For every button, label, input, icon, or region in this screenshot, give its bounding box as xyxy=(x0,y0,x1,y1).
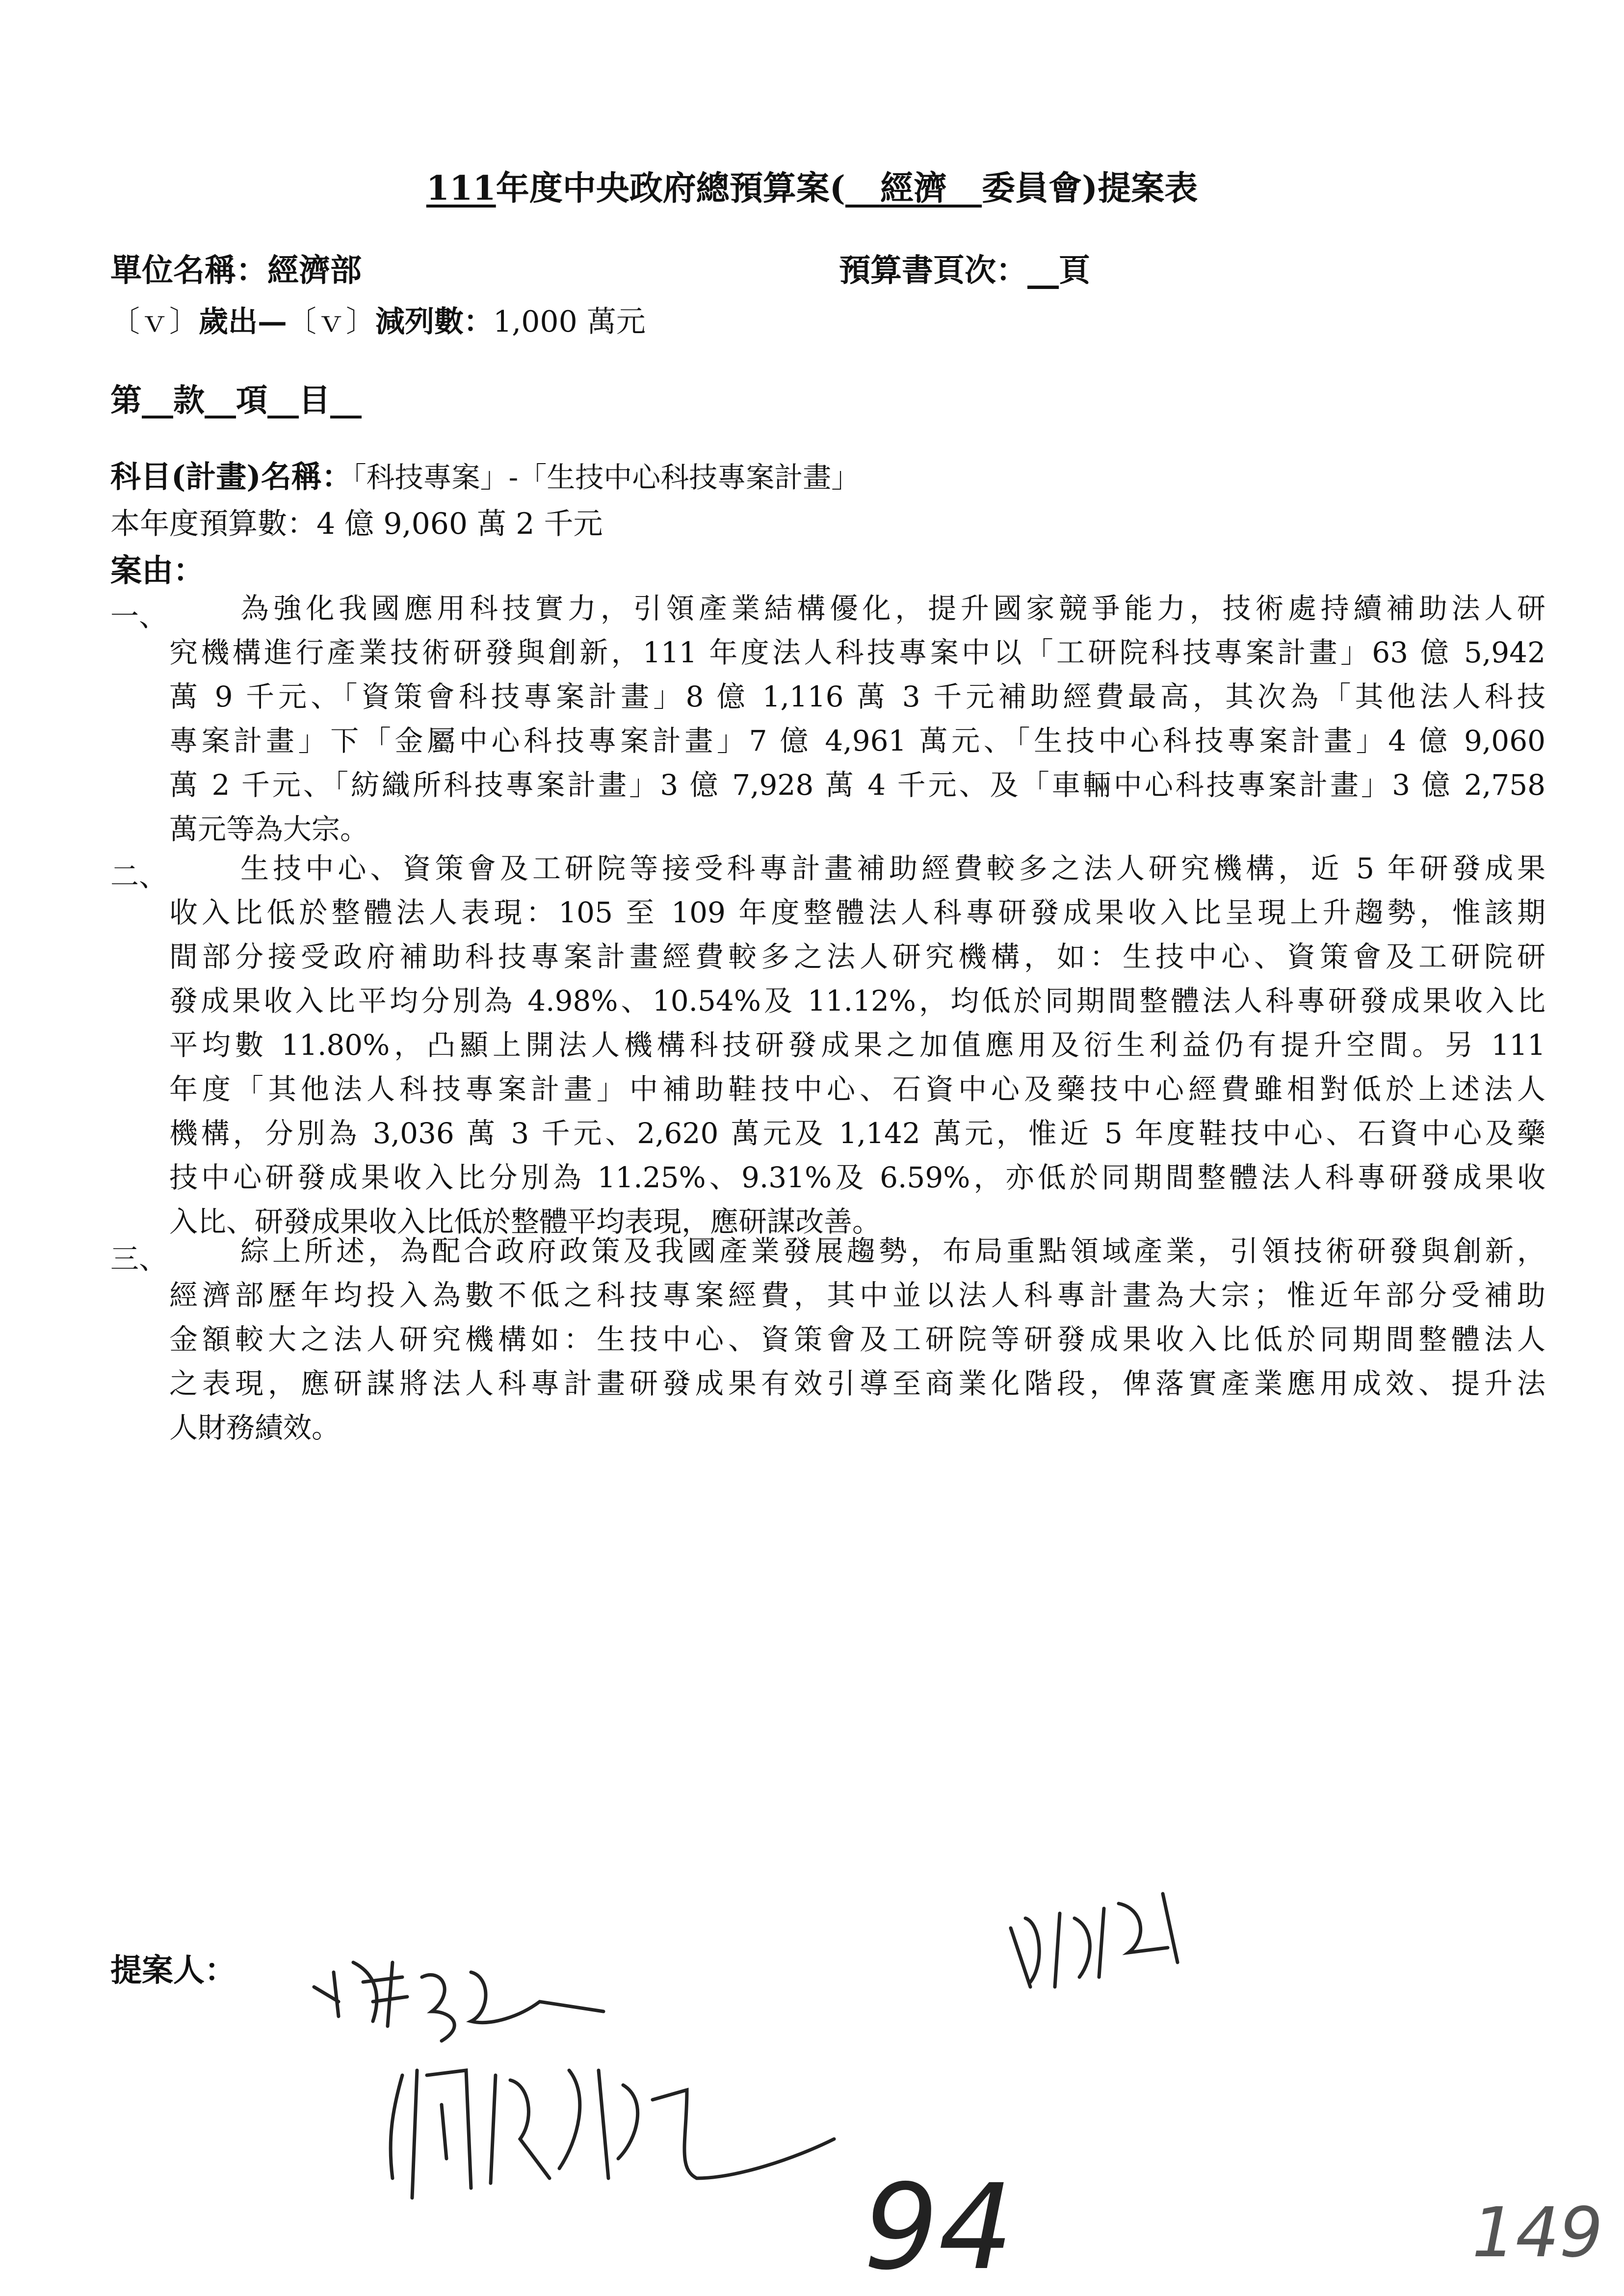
budget-page-ref xyxy=(839,245,1090,290)
title-post: 委員會)提案表 xyxy=(982,169,1198,208)
paragraph-line: 經濟部歷年均投入為數不低之科技專案經費，其中並以法人科專計畫為大宗；惟近年部分受補助 xyxy=(169,1278,1545,1312)
unit-value: 經濟部 xyxy=(267,252,362,289)
paragraph-number: 一、 xyxy=(110,600,168,633)
reason-label: 案由： xyxy=(110,552,205,589)
paragraph-line: 萬 2 千元、「紡織所科技專案計畫」3 億 7,928 萬 4 千元、及「車輛中心科技專案計畫」3 億 2,758 xyxy=(169,768,1545,802)
budget-amount-line xyxy=(110,500,602,543)
paragraph-line: 平均數 11.80%，凸顯上開法人機構科技研發成果之加值應用及衍生利益仍有提升空間。另 111 xyxy=(169,1028,1545,1062)
reduction-checkbox: 〔ｖ〕 xyxy=(287,305,375,339)
paragraph-line: 入比、研發成果收入比低於整體平均表現，應研謀改善。 xyxy=(169,1205,881,1238)
paragraph-line: 技中心研發成果收入比分別為 11.25%、9.31%及 6.59%，亦低於同期間整體法人科專研發成果收 xyxy=(169,1161,1545,1194)
proposer-label: 提案人： xyxy=(110,1952,236,1989)
title-pre: 年度中央政府總預算案( xyxy=(496,169,845,208)
signature-1 xyxy=(314,1962,603,2041)
paragraph-number: 二、 xyxy=(110,860,168,893)
paragraph-line: 間部分接受政府補助科技專案計畫經費較多之法人研究機構，如：生技中心、資策會及工研院研 xyxy=(169,940,1545,973)
handwritten-page-number: 94 xyxy=(864,2159,1014,2296)
budget-page-blank: __ xyxy=(1027,252,1059,289)
signature-3 xyxy=(1011,1894,1178,1987)
budget-amount-label: 本年度預算數： xyxy=(110,507,316,541)
expenditure-checkbox: 〔ｖ〕 xyxy=(110,305,199,339)
paragraph-line: 年度「其他法人科技專案計畫」中補助鞋技中心、石資中心及藥技中心經費雖相對低於上述法人 xyxy=(169,1072,1545,1106)
paragraph-line: 金額較大之法人研究機構如：生技中心、資策會及工研院等研發成果收入比低於同期間整體法人 xyxy=(169,1323,1545,1356)
subject-line xyxy=(110,452,860,496)
committee-name: 經濟 xyxy=(880,169,947,208)
paragraph-line: 萬元等為大宗。 xyxy=(169,812,369,846)
paragraph-line: 究機構進行產業技術研發與創新，111 年度法人科技專案中以「工研院科技專案計畫」63 億 5,942 xyxy=(169,636,1545,669)
subject-value: 「科技專案」-「生技中心科技專案計畫」 xyxy=(352,461,860,494)
paragraph-line: 收入比低於整體法人表現：105 至 109 年度整體法人科專研發成果收入比呈現上升趨勢，惟該期 xyxy=(169,896,1545,929)
paragraph-line: 發成果收入比平均分別為 4.98%、10.54%及 11.12%，均低於同期間整體法人科專研發成果收入比 xyxy=(169,984,1545,1018)
budget-page-suffix: 頁 xyxy=(1059,252,1090,289)
unit-name xyxy=(110,245,362,290)
paragraph-line: 人財務績效。 xyxy=(169,1411,341,1444)
paragraph-line: 綜上所述，為配合政府政策及我國產業發展趨勢，布局重點領域產業，引領技術研發與創新， xyxy=(240,1234,1545,1268)
paragraph-line: 萬 9 千元、「資策會科技專案計畫」8 億 1,116 萬 3 千元補助經費最高，其次為「其他法人科技 xyxy=(169,680,1545,713)
budget-page-label: 預算書頁次： xyxy=(839,252,1027,289)
paragraph-line: 專案計畫」下「金屬中心科技專案計畫」7 億 4,961 萬元、「生技中心科技專案計畫」4 億 9,060 xyxy=(169,724,1545,757)
handwritten-sheet-number: 149 xyxy=(1472,2193,1603,2273)
reduction-label: 減列數： xyxy=(375,305,493,339)
reduction-amount: 1,000 萬元 xyxy=(493,305,646,339)
budget-amount-value: 4 億 9,060 萬 2 千元 xyxy=(316,507,603,541)
form-title xyxy=(0,162,1624,209)
paragraph-line: 之表現，應研謀將法人科專計畫研發成果有效引導至商業化階段，俾落實產業應用成效、提升法 xyxy=(169,1367,1545,1400)
expenditure-label: 歲出— xyxy=(199,305,287,339)
title-committee xyxy=(845,169,982,208)
title-year: 111 xyxy=(426,169,496,208)
cut-line xyxy=(110,298,646,340)
paragraph-number: 三、 xyxy=(110,1242,168,1276)
paragraph-line: 機構，分別為 3,036 萬 3 千元、2,620 萬元及 1,142 萬元，惟近 5 年度鞋技中心、石資中心及藥 xyxy=(169,1117,1545,1150)
unit-label: 單位名稱： xyxy=(110,252,267,289)
handwritten-signatures xyxy=(0,1864,1624,2296)
signature-2 xyxy=(391,2070,834,2198)
paragraph-line: 生技中心、資策會及工研院等接受科專計畫補助經費較多之法人研究機構，近 5 年研發成果 xyxy=(240,852,1545,885)
subject-label: 科目(計畫)名稱： xyxy=(110,459,352,495)
paragraph-line: 為強化我國應用科技實力，引領產業結構優化，提升國家競爭能力，技術處持續補助法人研 xyxy=(240,592,1545,625)
section-line: 第__款__項__目__ xyxy=(110,382,362,419)
